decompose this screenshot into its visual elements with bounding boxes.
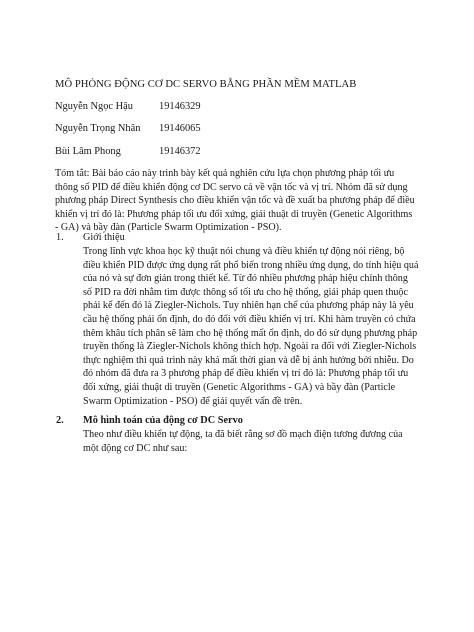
author-row (55, 146, 201, 157)
section-title: Mô hình toán của động cơ DC Servo (83, 415, 243, 426)
body-line: Theo như điều khiển tự động, ta đã biết rằng sơ đồ mạch điện tương đương của (83, 429, 403, 440)
abstract-line: Tóm tắt: Bài báo cáo này trình bày kết quả nghiên cứu lựa chọn phương pháp tối ưu (55, 168, 395, 179)
body-line: phải kể đến đó là Ziegler-Nichols. Tuy nhiên hạn chế của phương pháp này là yêu (83, 300, 414, 312)
author-row (55, 101, 201, 112)
body-line: đối xứng, giải thuật di truyền (Genetic Algorithms - GA) và bầy đàn (Particle (83, 381, 396, 393)
author-row (55, 123, 201, 134)
author-id: 19146065 (159, 123, 201, 134)
abstract-line: khiển vị trí đó là: Phương pháp tối ưu đối xứng, giải thuật di truyền (Genetic Algorithms (55, 208, 413, 220)
section-number: 2. (56, 415, 64, 426)
author-name: Bùi Lâm Phong (55, 146, 121, 157)
section-heading (56, 232, 125, 243)
abstract-line: thông số PID để điều khiển động cơ DC servo cả về vận tốc và vị trí. Nhóm đã sử dụng (55, 181, 408, 193)
body-line: Trong lĩnh vực khoa học kỹ thuật nói chung và điều khiển tự động nói riêng, bộ (83, 246, 405, 257)
body-line: Swarm Optimization - PSO) để giải quyết vấn đề trên. (83, 395, 303, 407)
author-id: 19146329 (159, 101, 201, 112)
section-body (83, 428, 403, 455)
body-line: thêm khâu tích phân sẽ làm cho hệ thống mất ổn định, do đó sử dụng phương pháp (83, 327, 418, 339)
body-line: thực nghiệm thì quá trình này khá mất thời gian và dễ bị ảnh hưởng bởi nhiễu. Do (83, 354, 414, 366)
body-line: truyền thống là Ziegler-Nichols không thích hợp. Ngoài ra đối với Ziegler-Nichols (83, 341, 417, 353)
section-number: 1. (56, 232, 64, 243)
abstract-line: phương pháp Direct Synthesis cho điều khiển vận tốc và đề xuất ba phương pháp để điều (55, 195, 415, 207)
abstract (55, 167, 415, 235)
body-line: cầu hệ thống phải ổn định, do đó đối với điều khiển vị trí. Khi hàm truyền có chứa (83, 313, 416, 325)
document-title: MÔ PHỎNG ĐỘNG CƠ DC SERVO BẰNG PHẦN MỀM MATLAB (55, 79, 357, 90)
body-line: một động cơ DC như sau: (83, 442, 188, 454)
body-line: số PID ra đời nhằm tìm được thông số tối ưu cho hệ thống, giải pháp quen thuộc (83, 286, 408, 298)
section-heading (56, 415, 243, 426)
section-body (83, 245, 418, 408)
body-line: điều khiển PID được ứng dụng rất phổ biến trong nhiều ứng dụng, do tính hiệu quả (83, 259, 419, 271)
author-name: Nguyễn Trọng Nhân (55, 123, 141, 134)
section-title: Giới thiệu (83, 232, 125, 243)
author-name: Nguyễn Ngọc Hậu (55, 101, 133, 112)
author-id: 19146372 (159, 146, 201, 157)
body-line: của nó và sự đơn giản trong thiết kế. Từ đó nhiều phương pháp hiệu chỉnh thông (83, 273, 408, 285)
abstract-line: - GA) và bầy đàn (Particle Swarm Optimization - PSO). (55, 222, 282, 234)
body-line: đó nhóm đã đưa ra 3 phương pháp để điều khiển vị trí đó là: Phương pháp tối ưu (83, 368, 409, 380)
